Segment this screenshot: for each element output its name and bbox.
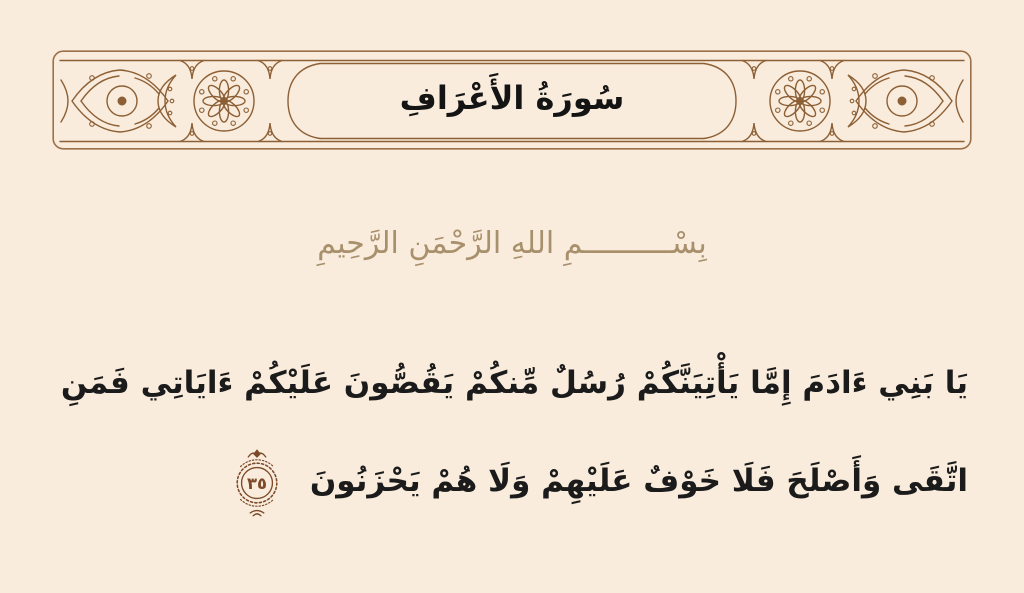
verse-number-medallion — [229, 448, 285, 518]
verse-line-1: يَا بَنِي ءَادَمَ إِمَّا يَأْتِيَنَّكُمْ رُسُلٌ مِّنكُمْ يَقُصُّونَ عَلَيْكُمْ ءَايَاتِي فَمَنِ — [60, 365, 968, 401]
verse-line-2-text: اتَّقَى وَأَصْلَحَ فَلَا خَوْفٌ عَلَيْهِمْ وَلَا هُمْ يَحْزَنُونَ — [309, 463, 968, 499]
surah-title: سُورَةُ الأَعْرَافِ — [399, 79, 625, 117]
verse-line-2 — [56, 432, 968, 530]
verse-number: ٣٥ — [247, 473, 268, 493]
verse-text-block — [56, 334, 968, 530]
bismillah: بِسْــــــــــمِ اللهِ الرَّحْمَنِ الرَّحِيمِ — [317, 226, 707, 261]
